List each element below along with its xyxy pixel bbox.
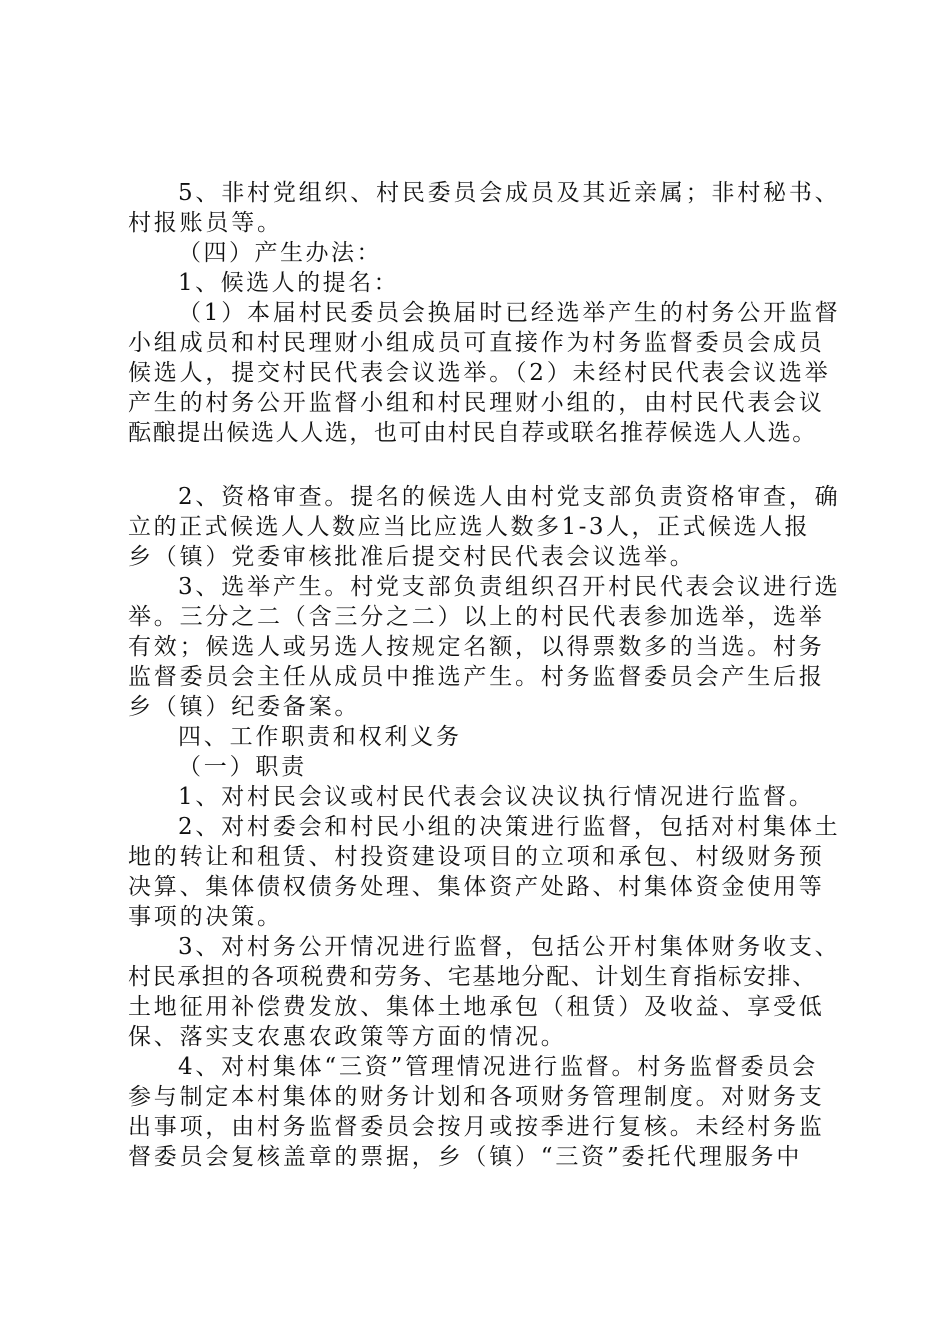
text-line: 有效；候选人或另选人按规定名额，以得票数多的当选。村务 xyxy=(128,634,825,660)
text-line: 2、对村委会和村民小组的决策进行监督，包括对村集体土 xyxy=(178,814,841,840)
text-line: 决算、集体债权债务处理、集体资产处路、村集体资金使用等 xyxy=(128,874,825,900)
text-line: 2、资格审查。提名的候选人由村党支部负责资格审查，确 xyxy=(178,484,841,510)
subsection-heading: （一）职责 xyxy=(178,754,307,780)
text-line: 1、候选人的提名： xyxy=(178,270,400,296)
text-line: 酝酿提出候选人人选，也可由村民自荐或联名推荐候选人人选。 xyxy=(128,420,817,446)
text-line: 保、落实支农惠农政策等方面的情况。 xyxy=(128,1024,567,1050)
text-line: 督委员会复核盖章的票据，乡（镇）“三资”委托代理服务中 xyxy=(128,1144,803,1170)
text-line: （四）产生办法： xyxy=(178,240,382,266)
text-line: 举。三分之二（含三分之二）以上的村民代表参加选举，选举 xyxy=(128,604,825,630)
text-line: 1、对村民会议或村民代表会议决议执行情况进行监督。 xyxy=(178,784,815,810)
text-line: 3、对村务公开情况进行监督，包括公开村集体财务收支、 xyxy=(178,934,841,960)
text-line: 乡（镇）纪委备案。 xyxy=(128,694,361,720)
text-line: 村民承担的各项税费和劳务、宅基地分配、计划生育指标安排、 xyxy=(128,964,817,990)
text-line: 产生的村务公开监督小组和村民理财小组的，由村民代表会议 xyxy=(128,390,825,416)
text-line: 立的正式候选人人数应当比应选人数多1-3人，正式候选人报 xyxy=(128,514,811,540)
section-heading: 四、工作职责和权利义务 xyxy=(178,724,462,750)
text-line: 3、选举产生。村党支部负责组织召开村民代表会议进行选 xyxy=(178,574,841,600)
text-line: 5、非村党组织、村民委员会成员及其近亲属；非村秘书、 xyxy=(178,180,841,206)
text-line: 候选人，提交村民代表会议选举。（2）未经村民代表会议选举 xyxy=(128,360,831,386)
text-line: 土地征用补偿费发放、集体土地承包（租赁）及收益、享受低 xyxy=(128,994,825,1020)
text-line: 乡（镇）党委审核批准后提交村民代表会议选举。 xyxy=(128,544,696,570)
text-line: 村报账员等。 xyxy=(128,210,283,236)
text-line: 4、对村集体“三资”管理情况进行监督。村务监督委员会 xyxy=(178,1054,818,1080)
text-line: 事项的决策。 xyxy=(128,904,283,930)
text-line: 地的转让和租赁、村投资建设项目的立项和承包、村级财务预 xyxy=(128,844,825,870)
text-line: 监督委员会主任从成员中推选产生。村务监督委员会产生后报 xyxy=(128,664,825,690)
text-line: 出事项，由村务监督委员会按月或按季进行复核。未经村务监 xyxy=(128,1114,825,1140)
text-line: 小组成员和村民理财小组成员可直接作为村务监督委员会成员 xyxy=(128,330,825,356)
text-line: 参与制定本村集体的财务计划和各项财务管理制度。对财务支 xyxy=(128,1084,825,1110)
text-line: （1）本届村民委员会换届时已经选举产生的村务公开监督 xyxy=(178,300,841,326)
